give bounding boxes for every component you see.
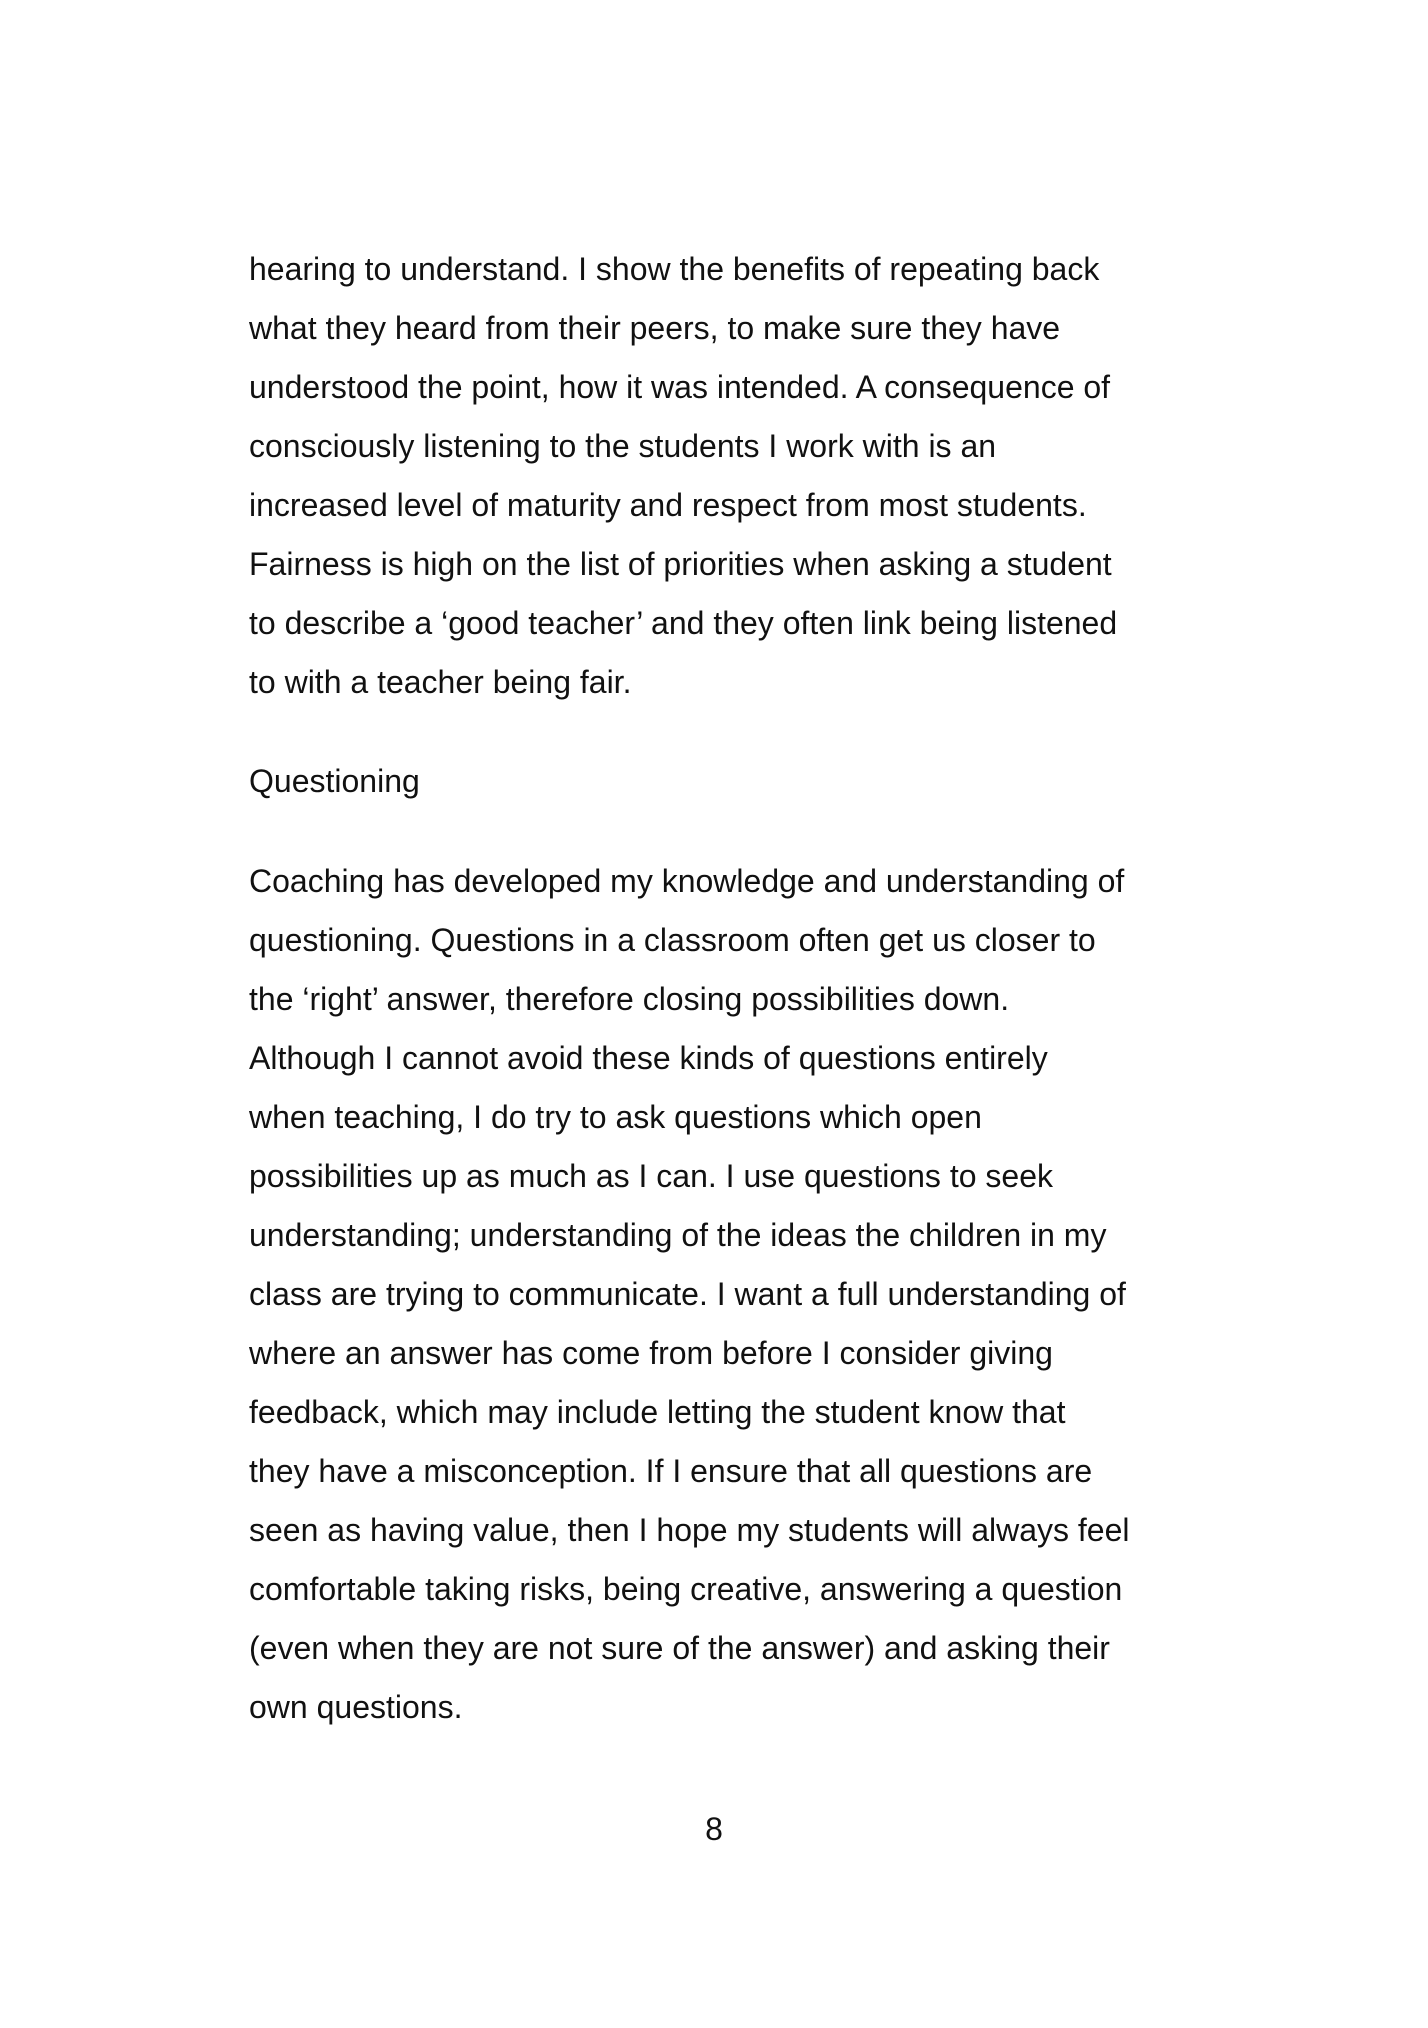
paragraph-line: what they heard from their peers, to make sure they have: [249, 310, 1061, 346]
paragraph-line: seen as having value, then I hope my students will always feel: [249, 1512, 1130, 1548]
paragraph-line: hearing to understand. I show the benefits of repeating back: [249, 251, 1100, 287]
paragraph-line: comfortable taking risks, being creative, answering a question: [249, 1571, 1123, 1607]
paragraph-line: class are trying to communicate. I want a full understanding of: [249, 1276, 1126, 1312]
paragraph-line: feedback, which may include letting the student know that: [249, 1394, 1066, 1430]
paragraph-line: to with a teacher being fair.: [249, 664, 632, 700]
paragraph-line: questioning. Questions in a classroom often get us closer to: [249, 922, 1096, 958]
page-number: 8: [705, 1811, 723, 1847]
paragraph-line: understood the point, how it was intended. A consequence of: [249, 369, 1111, 405]
paragraph-line: understanding; understanding of the ideas the children in my: [249, 1217, 1107, 1253]
section-heading: [249, 752, 1209, 811]
paragraph-line: Coaching has developed my knowledge and understanding of: [249, 863, 1125, 899]
body-paragraph-questioning: [249, 852, 1209, 1737]
paragraph-line: Fairness is high on the list of priorities when asking a student: [249, 546, 1112, 582]
paragraph-line: the ‘right’ answer, therefore closing possibilities down.: [249, 981, 1010, 1017]
paragraph-line: to describe a ‘good teacher’ and they often link being listened: [249, 605, 1118, 641]
paragraph-line: Although I cannot avoid these kinds of questions entirely: [249, 1040, 1048, 1076]
paragraph-line: possibilities up as much as I can. I use questions to seek: [249, 1158, 1053, 1194]
section-heading-text: Questioning: [249, 763, 420, 799]
body-paragraph-listening: [249, 240, 1209, 712]
paragraph-line: they have a misconception. If I ensure that all questions are: [249, 1453, 1093, 1489]
paragraph-line: increased level of maturity and respect from most students.: [249, 487, 1087, 523]
paragraph-line: where an answer has come from before I consider giving: [249, 1335, 1053, 1371]
paragraph-line: own questions.: [249, 1689, 463, 1725]
paragraph-line: (even when they are not sure of the answer) and asking their: [249, 1630, 1110, 1666]
paragraph-line: consciously listening to the students I work with is an: [249, 428, 997, 464]
paragraph-line: when teaching, I do try to ask questions which open: [249, 1099, 982, 1135]
